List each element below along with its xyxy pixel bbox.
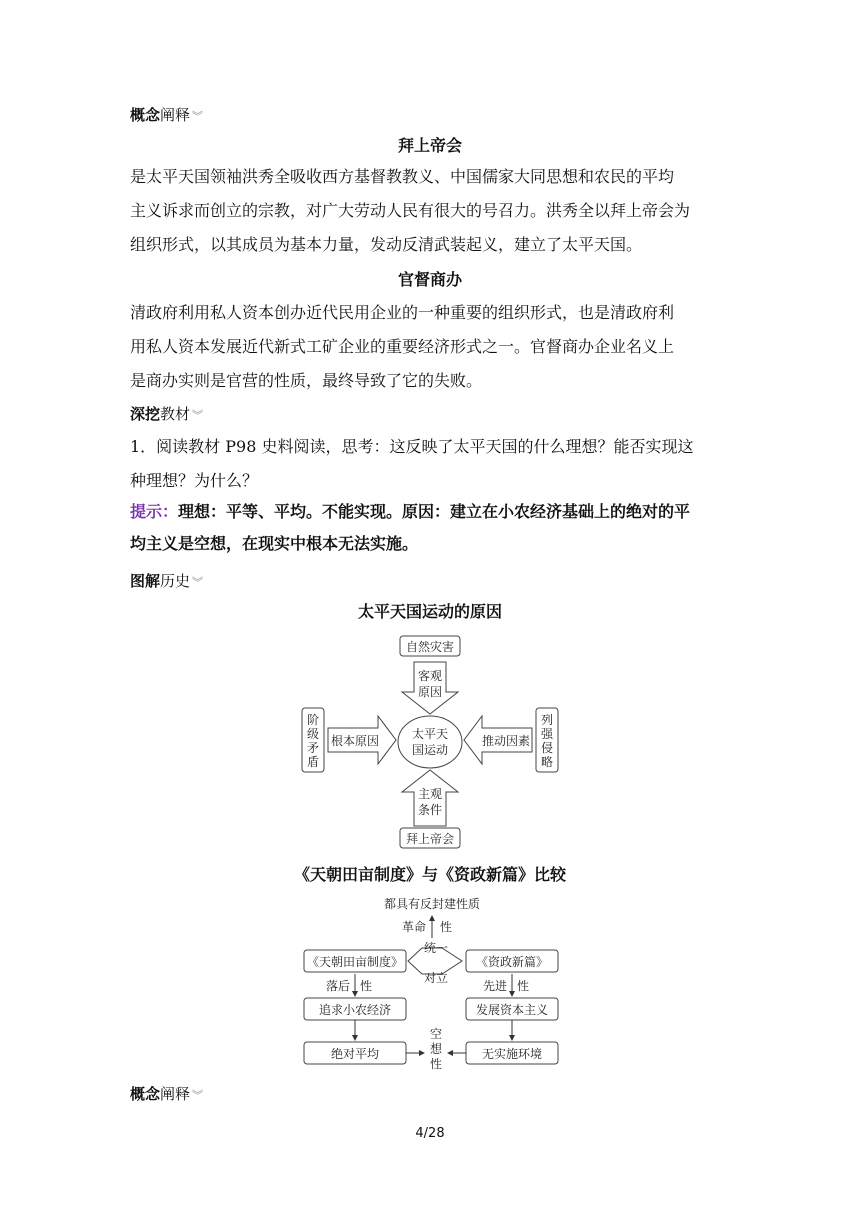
right-mid-label: 发展资本主义 xyxy=(475,1003,549,1017)
text-line: 1．阅读教材 P98 史料阅读，思考：这反映了太平天国的什么理想？能否实现这 xyxy=(130,437,694,456)
utopia-char: 性 xyxy=(429,1057,443,1071)
center-label: 国运动 xyxy=(411,743,449,757)
utopia-char: 想 xyxy=(429,1042,443,1056)
text-line: 是太平天国领袖洪秀全吸收西方基督教教义、中国儒家大同思想和农民的平均 xyxy=(130,167,675,186)
right-bottom-label: 无实施环境 xyxy=(481,1047,543,1061)
question-paragraph xyxy=(130,430,730,498)
center-label: 太平天 xyxy=(411,727,449,741)
hint-paragraph xyxy=(130,496,730,560)
concept-title: 拜上帝会 xyxy=(397,136,462,155)
right-doc-label: 《资政新篇》 xyxy=(475,955,549,969)
section-header-concept xyxy=(130,104,730,126)
top-cause-label: 自然灾害 xyxy=(405,640,455,654)
section-header-textbook xyxy=(130,403,730,425)
utopia-char: 空 xyxy=(429,1027,443,1041)
concept-title: 官督商办 xyxy=(397,270,462,289)
comparison-diagram xyxy=(300,890,562,1076)
right-arrow-label-right: 性 xyxy=(517,979,530,993)
left-cause-char: 级 xyxy=(306,727,320,741)
left-arrow-label-left: 落后 xyxy=(325,979,350,993)
top-arrow-label: 客观 xyxy=(417,669,443,683)
diagram-title: 太平天国运动的原因 xyxy=(357,602,502,621)
right-arrow-label-left: 先进 xyxy=(482,979,507,993)
concept-paragraph xyxy=(130,160,730,262)
left-arrow-label-right: 性 xyxy=(360,979,373,993)
top-conclusion: 都具有反封建性质 xyxy=(383,897,481,911)
text-line: 主义诉求而创立的宗教，对广大劳动人民有很大的号召力。洪秀全以拜上帝会为 xyxy=(130,201,691,220)
right-cause-char: 列 xyxy=(540,713,554,727)
bottom-cause-label: 拜上帝会 xyxy=(405,832,455,846)
top-arrow-label: 原因 xyxy=(417,685,443,699)
double-chevron-down-icon: ︾ xyxy=(192,409,204,422)
right-cause-char: 强 xyxy=(540,727,554,741)
text-line: 清政府利用私人资本创办近代民用企业的一种重要的组织形式，也是清政府利 xyxy=(130,303,675,322)
section-header-concept xyxy=(130,1083,730,1105)
text-line: 种理想？为什么？ xyxy=(130,471,259,490)
section-header-rest: 教材 xyxy=(160,405,191,423)
revolution-label-left: 革命 xyxy=(401,920,426,934)
right-cause-char: 侵 xyxy=(540,741,554,755)
left-cause-char: 阶 xyxy=(306,713,320,727)
right-cause-char: 略 xyxy=(540,755,554,769)
hint-text: 均主义是空想，在现实中根本无法实施。 xyxy=(130,534,419,553)
right-arrow-label: 推动因素 xyxy=(481,734,531,748)
causes-diagram xyxy=(290,630,570,852)
diagram-title: 《天朝田亩制度》与《资政新篇》比较 xyxy=(293,865,566,884)
hint-label: 提示： xyxy=(130,502,179,521)
concept-paragraph xyxy=(130,296,730,398)
hint-line xyxy=(130,496,730,528)
left-bottom-label: 绝对平均 xyxy=(330,1047,380,1061)
page-number: 4/28 xyxy=(415,1126,445,1141)
text-line: 组织形式，以其成员为基本力量，发动反清武装起义，建立了太平天国。 xyxy=(130,235,643,254)
left-mid-label: 追求小农经济 xyxy=(318,1003,392,1017)
section-header-bold: 概念 xyxy=(130,106,161,124)
section-header-rest: 阐释 xyxy=(160,106,191,124)
hint-text: 理想：平等、平均。不能实现。原因：建立在小农经济基础上的绝对的平 xyxy=(178,502,691,521)
left-cause-char: 矛 xyxy=(306,741,320,755)
section-header-diagram xyxy=(130,570,730,592)
section-header-bold: 图解 xyxy=(130,572,161,590)
left-cause-char: 盾 xyxy=(306,755,320,769)
opposite-label: 对立 xyxy=(423,971,449,985)
bottom-arrow-label: 主观 xyxy=(417,787,443,801)
double-chevron-down-icon: ︾ xyxy=(192,576,204,589)
double-chevron-down-icon: ︾ xyxy=(192,1089,204,1102)
unity-label: 统一 xyxy=(423,941,449,955)
text-line: 是商办实则是官营的性质，最终导致了它的失败。 xyxy=(130,371,483,390)
section-header-rest: 阐释 xyxy=(160,1085,191,1103)
center-ellipse xyxy=(398,716,462,768)
bottom-arrow-label: 条件 xyxy=(417,803,443,817)
left-doc-label: 《天朝田亩制度》 xyxy=(306,955,404,969)
text-line: 用私人资本发展近代新式工矿企业的重要经济形式之一。官督商办企业名义上 xyxy=(130,337,675,356)
left-arrow-label: 根本原因 xyxy=(330,734,380,748)
revolution-label-right: 性 xyxy=(440,920,453,934)
section-header-bold: 深挖 xyxy=(130,405,161,423)
section-header-rest: 历史 xyxy=(160,572,191,590)
section-header-bold: 概念 xyxy=(130,1085,161,1103)
double-chevron-down-icon: ︾ xyxy=(192,110,204,123)
